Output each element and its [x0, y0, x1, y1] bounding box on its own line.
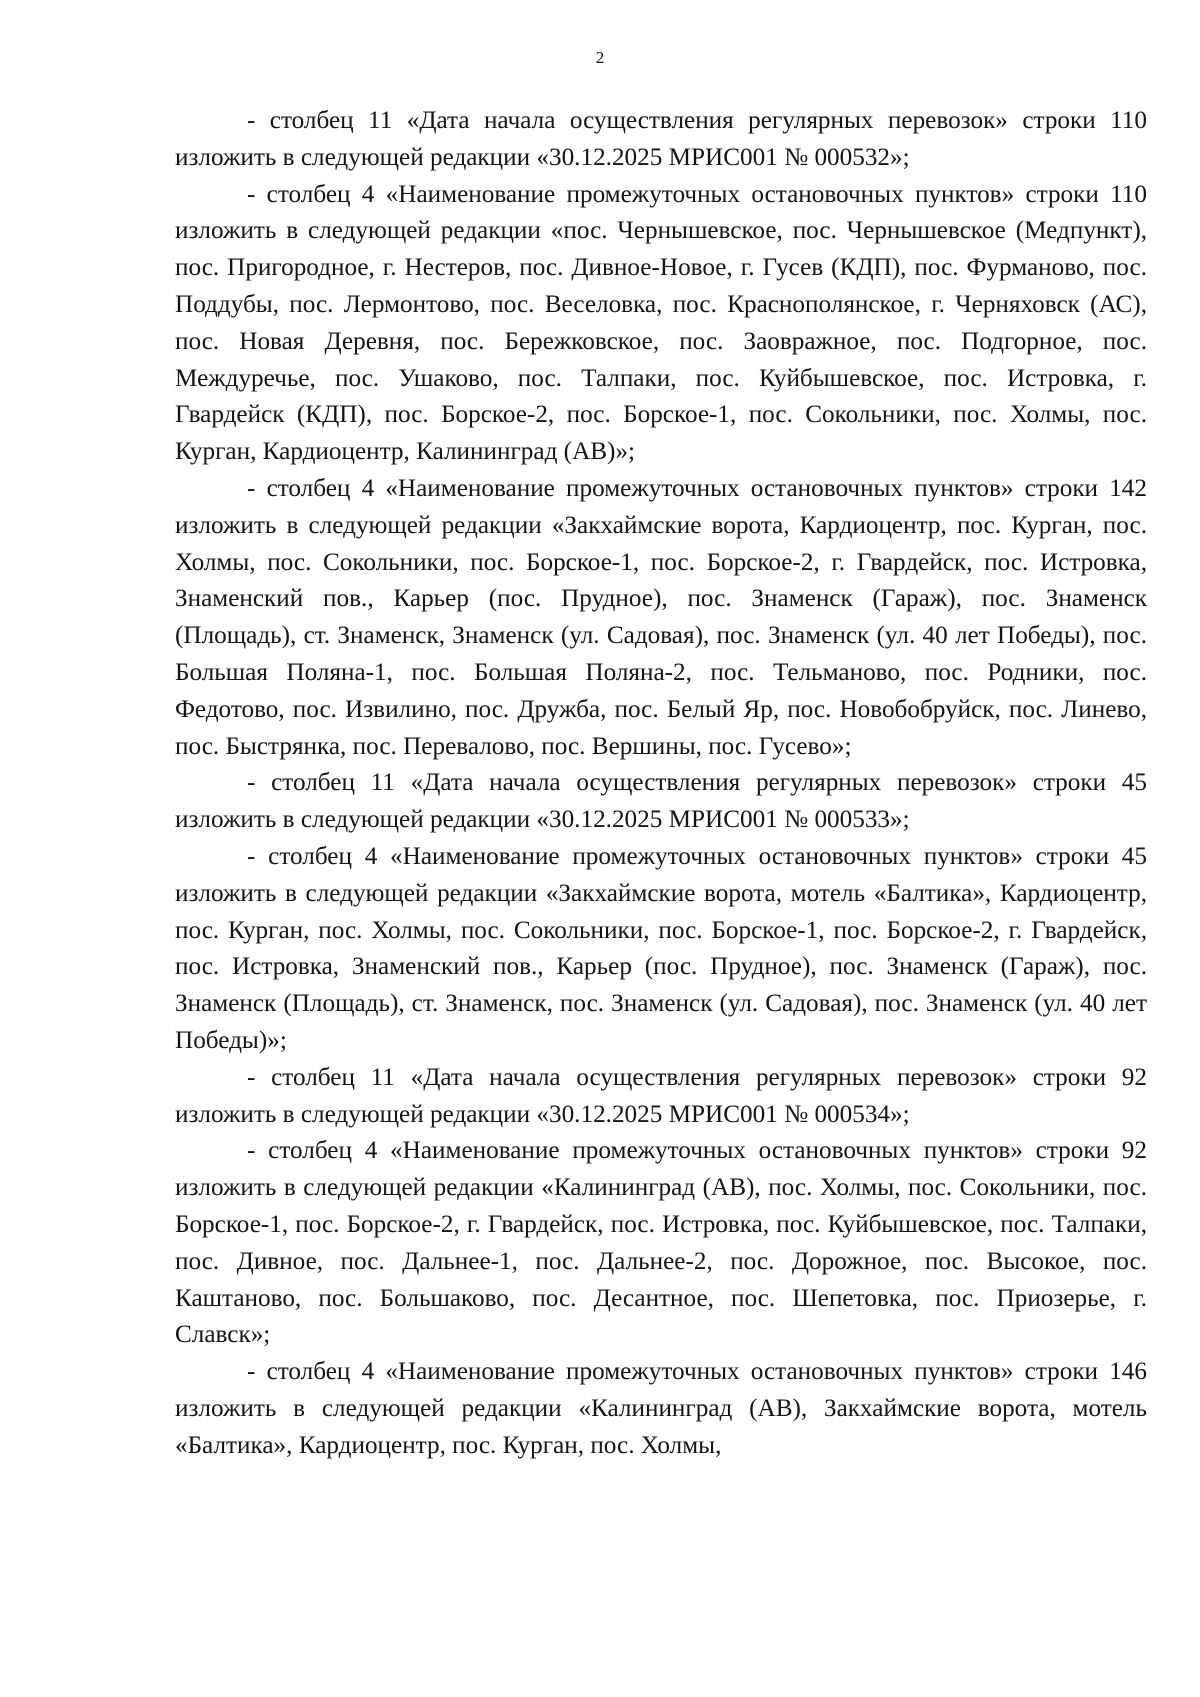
paragraph-col4-row110: - столбец 4 «Наименование промежуточных остановочных пунктов» строки 110 изложить в следующей редакции «пос. Чернышевское, пос. Чернышевское (Медпункт), пос. Пригородное, г. Нестеров, пос. Дивное-Новое, г. Гусев (КДП), пос. Фурманово, пос. Поддубы, пос. Лермонтово, пос. Веселовка, пос. Краснополянское, г. Черняховск (АС), пос. Новая Деревня, пос. Бережковское, пос. Заовражное, пос. Подгорное, пос. Междуречье, пос. Ушаково, пос. Талпаки, пос. Куйбышевское, пос. Истровка, г. Гвардейск (КДП), пос. Борское-2, пос. Борское-1, пос. Сокольники, пос. Холмы, пос. Курган, Кардиоцентр, Калининград (АВ)»;: [175, 180, 1147, 466]
document-body: [175, 103, 1147, 1464]
paragraph-col11-row92: - столбец 11 «Дата начала осуществления регулярных перевозок» строки 92 изложить в следующей редакции «30.12.2025 МРИС001 № 000534»;: [175, 1063, 1147, 1128]
page-number: 2: [595, 48, 605, 67]
paragraph-col11-row110: - столбец 11 «Дата начала осуществления регулярных перевозок» строки 110 изложить в следующей редакции «30.12.2025 МРИС001 № 000532»;: [175, 107, 1147, 171]
paragraph-col4-row45: - столбец 4 «Наименование промежуточных остановочных пунктов» строки 45 изложить в следующей редакции «Закхаймские ворота, мотель «Балтика», Кардиоцентр, пос. Курган, пос. Холмы, пос. Сокольники, пос. Борское-1, пос. Борское-2, г. Гвардейск, пос. Истровка, Знаменский пов., Карьер (пос. Прудное), пос. Знаменск (Гараж), пос. Знаменск (Площадь), ст. Знаменск, пос. Знаменск (ул. Садовая), пос. Знаменск (ул. 40 лет Победы)»;: [175, 842, 1147, 1054]
paragraph-col4-row92: - столбец 4 «Наименование промежуточных остановочных пунктов» строки 92 изложить в следующей редакции «Калининград (АВ), пос. Холмы, пос. Сокольники, пос. Борское-1, пос. Борское-2, г. Гвардейск, пос. Истровка, пос. Куйбышевское, пос. Талпаки, пос. Дивное, пос. Дальнее-1, пос. Дальнее-2, пос. Дорожное, пос. Высокое, пос. Каштаново, пос. Большаково, пос. Десантное, пос. Шепетовка, пос. Приозерье, г. Славск»;: [175, 1137, 1147, 1349]
paragraph-col11-row45: - столбец 11 «Дата начала осуществления регулярных перевозок» строки 45 изложить в следующей редакции «30.12.2025 МРИС001 № 000533»;: [175, 769, 1147, 834]
paragraph-col4-row142: - столбец 4 «Наименование промежуточных остановочных пунктов» строки 142 изложить в следующей редакции «Закхаймские ворота, Кардиоцентр, пос. Курган, пос. Холмы, пос. Сокольники, пос. Борское-1, пос. Борское-2, г. Гвардейск, пос. Истровка, Знаменский пов., Карьер (пос. Прудное), пос. Знаменск (Гараж), пос. Знаменск (Площадь), ст. Знаменск, Знаменск (ул. Садовая), пос. Знаменск (ул. 40 лет Победы), пос. Большая Поляна-1, пос. Большая Поляна-2, пос. Тельманово, пос. Родники, пос. Федотово, пос. Извилино, пос. Дружба, пос. Белый Яр, пос. Новобобруйск, пос. Линево, пос. Быстрянка, пос. Перевалово, пос. Вершины, пос. Гусево»;: [175, 474, 1147, 760]
paragraph-col4-row146: - столбец 4 «Наименование промежуточных остановочных пунктов» строки 146 изложить в следующей редакции «Калининград (АВ), Закхаймские ворота, мотель «Балтика», Кардиоцентр, пос. Курган, пос. Холмы,: [175, 1358, 1147, 1459]
